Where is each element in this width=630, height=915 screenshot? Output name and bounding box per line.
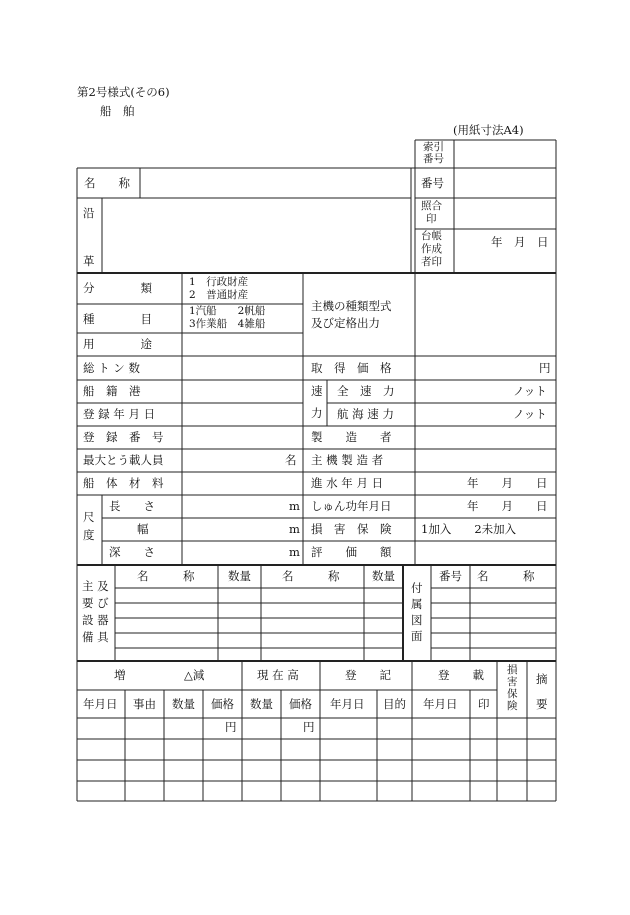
col-reason: 事由: [133, 697, 156, 711]
price-unit-2: 円: [303, 720, 315, 734]
main-equipment-label-2: 要 び: [82, 596, 109, 610]
equip-qty-header-1: 数量: [228, 569, 251, 583]
category-label: 分 類: [83, 281, 152, 295]
col-qty-1: 数量: [172, 697, 195, 711]
col-seal: 印: [478, 697, 490, 711]
collation-seal-label-1: 照合: [421, 200, 442, 212]
hull-material-label: 船 体 材 料: [83, 476, 164, 490]
appraisal-label: 評 価 額: [311, 545, 392, 559]
length-label: 長 さ: [109, 499, 155, 513]
ledger-creator-label-3: 者印: [421, 256, 442, 268]
length-unit: m: [289, 499, 300, 513]
kind-option-1: 1汽船 2帆船: [189, 305, 266, 317]
launch-date-value: 年 月 日: [467, 476, 548, 490]
col-date-3: 年月日: [423, 697, 458, 711]
collation-seal-label-2: 印: [426, 213, 437, 225]
col-price-2: 価格: [289, 697, 312, 711]
main-equipment-label-4: 備 具: [82, 630, 109, 644]
history-label-1: 沿: [83, 206, 95, 220]
col-price-1: 価格: [211, 697, 234, 711]
name-value[interactable]: [142, 170, 410, 197]
depth-unit: m: [289, 545, 300, 559]
col-date-2: 年月日: [330, 697, 365, 711]
dimensions-label-2: 度: [83, 528, 95, 542]
number-value[interactable]: [456, 170, 555, 197]
category-option-2: 2 普通財産: [189, 289, 249, 301]
equip-qty-header-2: 数量: [372, 569, 395, 583]
dimensions-label-1: 尺: [83, 510, 95, 524]
history-label-2: 革: [83, 254, 95, 268]
speed-label-2: 力: [311, 406, 323, 420]
attached-drawings-label-3: 図: [411, 613, 423, 627]
width-unit: m: [289, 522, 300, 536]
remarks-label-2: 要: [536, 697, 548, 711]
price-unit-1: 円: [225, 720, 237, 734]
ledger-date: 年 月 日: [491, 235, 549, 249]
manufacturer-label: 製 造 者: [311, 430, 392, 444]
damage-insurance-label-1: 損: [507, 664, 518, 676]
use-label: 用 途: [83, 337, 152, 351]
equip-name-header-1: 名 称: [137, 569, 195, 583]
cruise-speed-label: 航 海 速 力: [337, 407, 394, 421]
cruise-speed-unit: ノット: [513, 407, 547, 421]
full-speed-label: 全 速 力: [337, 384, 395, 398]
index-no-label-1: 索引: [423, 141, 444, 153]
width-label: 幅: [137, 522, 149, 536]
max-capacity-unit: 名: [285, 453, 297, 467]
depth-label: 深 さ: [109, 545, 155, 559]
col-purpose: 目的: [383, 697, 406, 711]
increase-label: 増: [114, 668, 126, 682]
remarks-label-1: 摘: [536, 672, 548, 686]
damage-insurance-label-4: 険: [507, 700, 518, 712]
history-value[interactable]: [104, 200, 410, 272]
name-label: 名 称: [84, 176, 130, 190]
acquisition-price-unit: 円: [539, 361, 551, 375]
insurance-label: 損 害 保 険: [311, 522, 392, 536]
damage-insurance-label-2: 害: [507, 676, 518, 688]
index-no-label-2: 番号: [423, 153, 444, 165]
launch-date-label: 進 水 年 月 日: [311, 476, 384, 490]
paper-size-note: (用紙寸法A4): [453, 123, 524, 137]
drawing-name-header: 名 称: [477, 569, 535, 583]
full-speed-unit: ノット: [513, 384, 547, 398]
registration-number-label: 登 録 番 号: [83, 430, 164, 444]
ledger-entry-label: 登 載: [438, 668, 484, 682]
col-qty-2: 数量: [250, 697, 273, 711]
attached-drawings-label-4: 面: [411, 629, 423, 643]
ledger-creator-label-1: 台帳: [421, 230, 442, 242]
port-label: 船 籍 港: [83, 384, 141, 398]
registry-label: 登 記: [345, 668, 391, 682]
form-number: 第2号様式(その6): [77, 85, 170, 99]
kind-label: 種 目: [83, 312, 152, 326]
index-no-value[interactable]: [455, 145, 555, 165]
completion-date-value: 年 月 日: [467, 499, 548, 513]
current-holding-label: 現 在 高: [257, 668, 299, 682]
attached-drawings-label-1: 付: [411, 581, 423, 595]
damage-insurance-label-3: 保: [507, 688, 518, 700]
engine-maker-label: 主 機 製 造 者: [311, 453, 384, 467]
main-equipment-label-1: 主 及: [82, 579, 109, 593]
completion-date-label: しゅん功年月日: [311, 499, 392, 513]
attached-drawings-label-2: 属: [411, 597, 423, 611]
number-label: 番号: [421, 176, 444, 190]
decrease-label: △減: [184, 668, 205, 682]
kind-option-2: 3作業船 4雑船: [189, 318, 266, 330]
acquisition-price-label: 取 得 価 格: [311, 361, 392, 375]
ledger-creator-label-2: 作成: [421, 243, 442, 255]
gross-tonnage-label: 総 ト ン 数: [83, 361, 140, 375]
engine-type-label-2: 及び定格出力: [311, 316, 380, 330]
category-option-1: 1 行政財産: [189, 276, 249, 288]
main-equipment-label-3: 設 器: [82, 613, 109, 627]
equip-name-header-2: 名 称: [282, 569, 340, 583]
form-title: 船 舶: [100, 104, 135, 118]
col-date-1: 年月日: [83, 697, 118, 711]
registration-date-label: 登 録 年 月 日: [83, 407, 156, 421]
drawing-no-header: 番号: [439, 569, 462, 583]
insurance-options: 1加入 2未加入: [421, 522, 517, 536]
engine-type-label-1: 主機の種類型式: [311, 299, 392, 313]
max-capacity-label: 最大とう載人員: [83, 453, 164, 467]
speed-label-1: 速: [311, 384, 323, 398]
